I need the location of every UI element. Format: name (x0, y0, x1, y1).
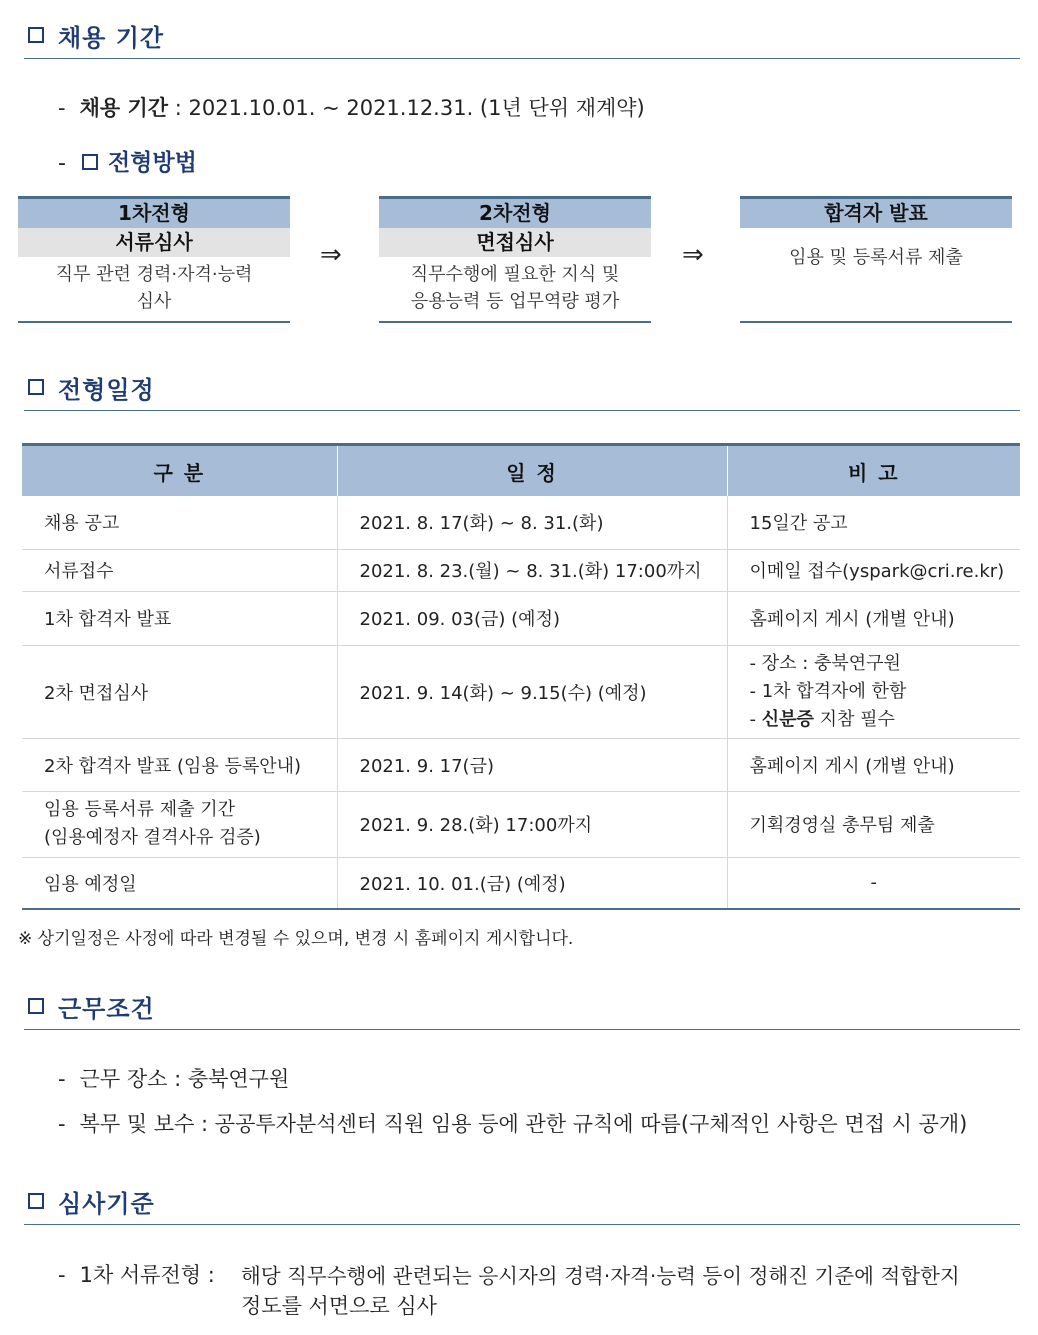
cell-date: 2021. 9. 28.(화) 17:00까지 (337, 791, 727, 857)
table-row (22, 591, 1020, 645)
process-stage: 합격자 발표 (740, 199, 1012, 228)
cell-note: - 장소 : 충북연구원 - 1차 합격자에 한함 - 신분증 지참 필수 (727, 645, 1020, 738)
period-line: - 채용 기간 : 2021.10.01. ~ 2021.12.31. (1년 단위 재계약) (58, 96, 645, 120)
column-header: 일 정 (337, 445, 727, 497)
section-header-period (24, 14, 1020, 59)
section-header-schedule (24, 366, 1020, 411)
method-title: 전형방법 (107, 150, 197, 176)
cell-date: 2021. 8. 17(화) ~ 8. 31.(화) (337, 496, 727, 549)
process-step-3 (740, 196, 1012, 323)
section-title: 전형일정 (58, 376, 155, 404)
cell-item: 임용 등록서류 제출 기간 (임용예정자 결격사유 검증) (22, 791, 337, 857)
process-desc: 직무수행에 필요한 지식 및 응용능력 등 업무역량 평가 (410, 264, 620, 312)
process-desc: 직무 관련 경력·자격·능력 심사 (55, 264, 253, 312)
cell-note: 홈페이지 게시 (개별 안내) (727, 738, 1020, 791)
cell-note: 기획경영실 총무팀 제출 (727, 791, 1020, 857)
table-header-row (22, 445, 1020, 497)
table-row (22, 645, 1020, 738)
footnote: ※ 상기일정은 사정에 따라 변경될 수 있으며, 변경 시 홈페이지 게시합니다. (18, 929, 574, 949)
cell-date: 2021. 9. 17(금) (337, 738, 727, 791)
cell-note: 15일간 공고 (727, 496, 1020, 549)
cell-note: 이메일 접수(yspark@cri.re.kr) (727, 549, 1020, 591)
schedule-table (22, 443, 1020, 910)
process-name: 면접심사 (379, 228, 651, 257)
cell-item: 임용 예정일 (22, 857, 337, 909)
section-header-conditions (24, 985, 1020, 1030)
condition-line: - 근무 장소 : 충북연구원 (58, 1067, 290, 1091)
process-step-2 (379, 196, 651, 323)
section-title: 근무조건 (58, 995, 155, 1023)
table-row (22, 857, 1020, 909)
period-label: 채용 기간 (79, 96, 169, 120)
section-header-criteria (24, 1180, 1020, 1225)
cell-item: 서류접수 (22, 549, 337, 591)
cell-date: 2021. 9. 14(화) ~ 9.15(수) (예정) (337, 645, 727, 738)
criteria-text-1: 해당 직무수행에 관련되는 응시자의 경력·자격·능력 등이 정해진 기준에 적합한지 (241, 1264, 960, 1288)
cell-item: 채용 공고 (22, 496, 337, 549)
process-stage: 2차전형 (379, 199, 651, 228)
period-value: : 2021.10.01. ~ 2021.12.31. (1년 단위 재계약) (174, 96, 645, 120)
process-stage: 1차전형 (18, 199, 290, 228)
criteria-text-2: 정도를 서면으로 심사 (241, 1294, 437, 1318)
cell-date: 2021. 09. 03(금) (예정) (337, 591, 727, 645)
condition-line: - 복무 및 보수 : 공공투자분석센터 직원 임용 등에 관한 규칙에 따름(구체적인 사항은 면접 시 공개) (58, 1112, 968, 1136)
checkbox-square-icon (82, 154, 98, 170)
cell-item: 2차 합격자 발표 (임용 등록안내) (22, 738, 337, 791)
process-desc: 임용 및 등록서류 제출 (789, 247, 963, 268)
criteria-label: 1차 서류전형 : (79, 1263, 215, 1287)
table-row (22, 738, 1020, 791)
column-header: 비 고 (727, 445, 1020, 497)
arrow-right-icon: ⇒ (320, 240, 342, 270)
criteria-line: - 1차 서류전형 : (58, 1263, 215, 1287)
process-name: 서류심사 (18, 228, 290, 257)
section-title: 채용 기간 (58, 24, 165, 52)
cell-note: 홈페이지 게시 (개별 안내) (727, 591, 1020, 645)
checkbox-square-icon (28, 998, 44, 1014)
cell-date: 2021. 10. 01.(금) (예정) (337, 857, 727, 909)
cell-item: 2차 면접심사 (22, 645, 337, 738)
table-row (22, 496, 1020, 549)
method-subheader: - 전형방법 (58, 150, 197, 176)
checkbox-square-icon (28, 379, 44, 395)
column-header: 구 분 (22, 445, 337, 497)
table-row (22, 549, 1020, 591)
process-step-1 (18, 196, 290, 323)
table-row (22, 791, 1020, 857)
checkbox-square-icon (28, 1193, 44, 1209)
cell-date: 2021. 8. 23.(월) ~ 8. 31.(화) 17:00까지 (337, 549, 727, 591)
section-title: 심사기준 (58, 1190, 155, 1218)
arrow-right-icon: ⇒ (682, 240, 704, 270)
cell-item: 1차 합격자 발표 (22, 591, 337, 645)
cell-note: - (870, 872, 877, 894)
checkbox-square-icon (28, 27, 44, 43)
